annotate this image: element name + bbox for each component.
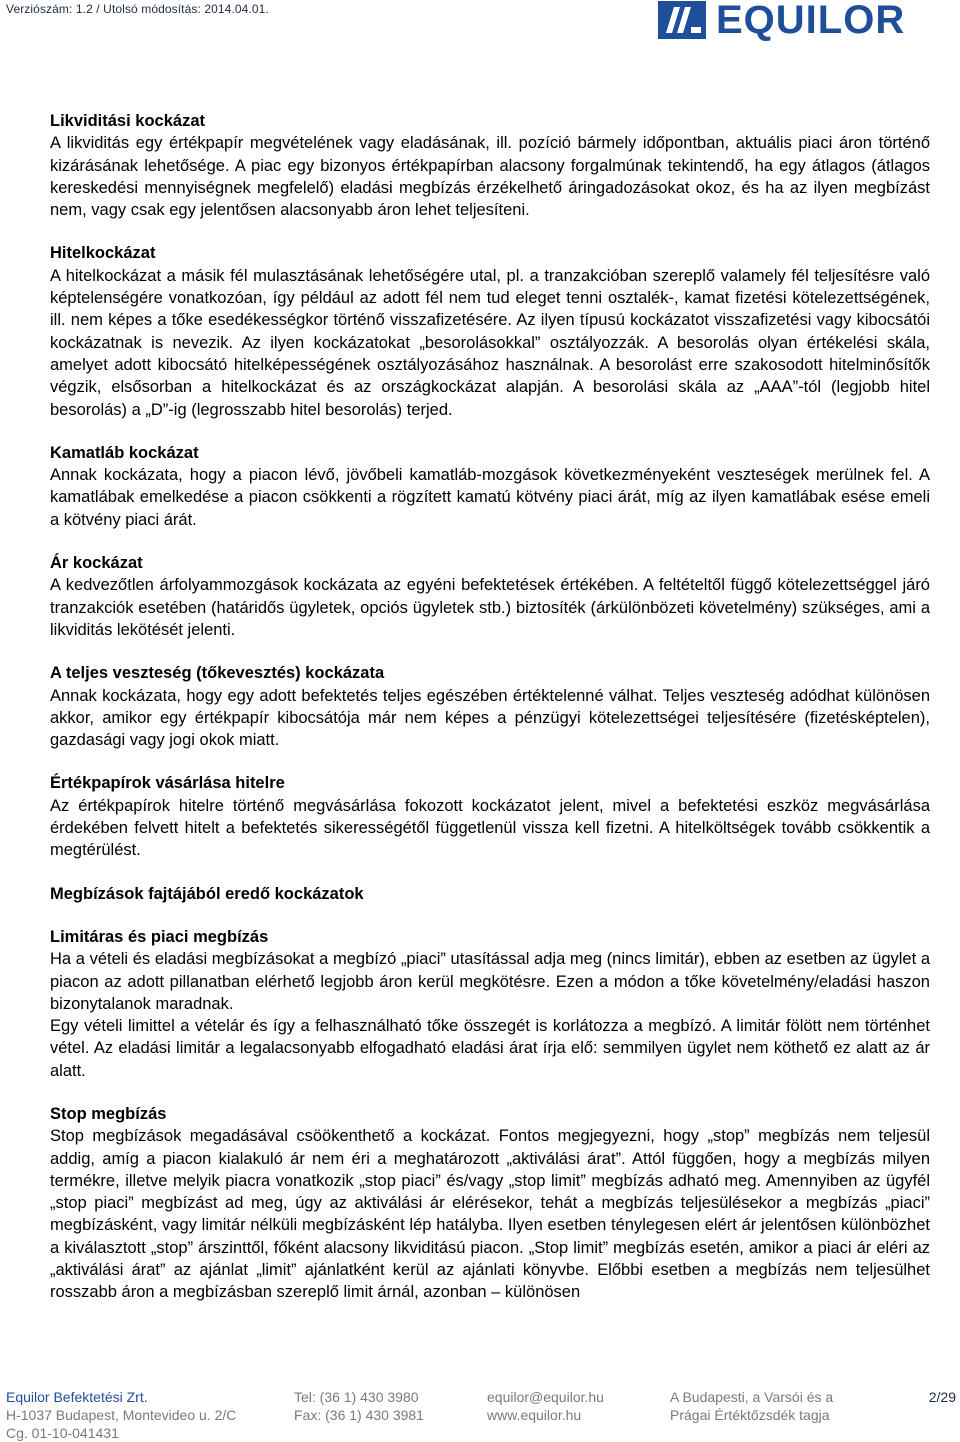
section-heading: Hitelkockázat	[50, 244, 156, 263]
section-paragraph: Annak kockázata, hogy a piacon lévő, jövőbeli kamatláb-mozgások következményeként veszteségek merülnek fel. A kamatlábak emelkedése a piacon csökkenti a rögzített kamatú kötvény piaci árát, míg az ilyen kamatlábak esése emeli a kötvény piaci árát.	[50, 466, 930, 529]
section	[50, 662, 930, 751]
version-info: Verziószám: 1.2 / Utolsó módosítás: 2014.04.01.	[6, 2, 269, 16]
footer-company-col	[6, 1388, 236, 1442]
section-paragraph: A kedvezőtlen árfolyammozgások kockázata az egyéni befektetések értékében. A feltételtől függő kötelezettséggel járó tranzakciók esetében (határidős ügyletek, opciós ügyletek stb.) biztosíték (árkülönbözeti követelmény) szükséges, ami a likviditás lekötését jelenti.	[50, 576, 930, 639]
page-number: 2/29	[928, 1389, 956, 1405]
footer-fax: Fax: (36 1) 430 3981	[294, 1407, 424, 1423]
footer-email-link[interactable]: equilor@equilor.hu	[487, 1389, 604, 1405]
section	[50, 926, 930, 1082]
section	[50, 442, 930, 531]
section-heading: Megbízások fajtájából eredő kockázatok	[50, 884, 364, 903]
section-paragraph: A hitelkockázat a másik fél mulasztásának lehetőségére utal, pl. a tranzakcióban szereplő valamely fél teljesítésre való képtelenségére vonatkozóan, így például az adott fél nem tud eleget tenni osztalék-, kamat fizetési kötelezettségének, ill. nem képes a tőke esedékességkor történő visszafizetésére. Az ilyen típusú kockázatot visszafizetési vagy kibocsátói kockázatnak is nevezik. Az ilyen kockázatokat „besorolásokkal” osztályozzák. A besorolás olyan értékelési skála, amelyet adott kibocsátó hitelképességének osztályozásához használnak. A besorolást erre szakosodott hitelminősítők végzik, elsősorban a hitelkockázat és az országkockázat alapján. A besorolási skála az „AAA”-tól (legjobb hitel besorolás) a „D”-ig (legrosszabb hitel besorolás) terjed.	[50, 266, 930, 419]
footer-web-link[interactable]: www.equilor.hu	[487, 1407, 582, 1423]
footer-address: H-1037 Budapest, Montevideo u. 2/C	[6, 1407, 237, 1423]
section-heading: Likviditási kockázat	[50, 112, 205, 130]
section	[50, 1103, 930, 1304]
section-heading: Stop megbízás	[50, 1104, 167, 1123]
section-heading: Limitáras és piaci megbízás	[50, 927, 269, 946]
page-header	[0, 0, 960, 46]
logo-text: EQUILOR	[716, 0, 906, 42]
section-paragraph: Az értékpapírok hitelre történő megvásárlása fokozott kockázatot jelent, mivel a befektetési eszköz megvásárlása érdekében felvett hitelt a befektetés sikerességétől függetlenül vissza kell fizetni. A hitelköltségek tovább csökkentik a megtérülést.	[50, 796, 930, 860]
footer-phone-col	[294, 1388, 424, 1424]
section-heading: Értékpapírok vásárlása hitelre	[50, 774, 285, 793]
section	[50, 242, 930, 420]
footer-tel: Tel: (36 1) 430 3980	[294, 1389, 419, 1405]
footer-registration: Cg. 01-10-041431	[6, 1425, 119, 1441]
equilor-logo-icon	[658, 1, 706, 39]
section-heading: Ár kockázat	[50, 554, 143, 573]
section-paragraph: Stop megbízások megadásával csöökenthető a kockázat. Fontos megjegyezni, hogy „stop” megbízás nem teljesül addig, amíg a piacon kialakuló ár nem éri a meghatározott „aktiválási árat”. Attól függően, hogy a megbízás milyen termékre, illetve melyik piacra vonatkozik „stop piaci” és/vagy „stop limit” megbízás adható meg. Amennyiben az ügyfél „stop piaci” megbízást ad meg, úgy az aktiválási ár elérésekor, tehát a megbízás teljesülésekor a megbízás „piaci” megbízásként, vagy limitár nélküli megbízásként lép hatályba. Ilyen esetben ténylegesen elért ár jelentősen különbözhet a kiválasztott „stop” árszinttől, főként alacsony likviditású piacon. „Stop limit” megbízás esetén, amikor a piaci ár eléri az „aktiválási árat” az ajánlat „limit” ajánlatként kerül az ajánlati könyvbe. Előbbi esetben a megbízás nem teljesülhet rosszabb áron a megbízásban szereplő limit árnál, azonban – különösen	[50, 1127, 930, 1302]
page-footer	[0, 1388, 960, 1442]
footer-membership-1: A Budapesti, a Varsói és a	[670, 1389, 834, 1405]
section-paragraph: A likviditás egy értékpapír megvételének vagy eladásának, ill. pozíció bármely időpontban, aktuális piaci áron történő kizárásának lehetősége. A piac egy bizonyos értékpapírban alacsony forgalmúnak tekintendő, ha egy átlagos (átlagos kereskedési mennyiségnek megfelelő) eladási megbízás érzékelhető áringadozásokat okoz, és ha az ilyen megbízást nem, vagy csak egy jelentősen alacsonyabb áron lehet teljesíteni.	[50, 134, 930, 220]
document-body	[50, 110, 930, 1325]
section-heading: A teljes veszteség (tőkevesztés) kockázata	[50, 664, 385, 683]
section-paragraph: Egy vételi limittel a vételár és így a felhasználható tőke összegét is korlátozza a megbízó. A limitár fölött nem történhet vétel. Az eladási limitár a legalacsonyabb elfogadható eladási árat írja elő: semmilyen ügylet nem köthető ez alatt az ár alatt.	[50, 1017, 930, 1080]
section-heading: Kamatláb kockázat	[50, 443, 199, 462]
section	[50, 110, 930, 221]
section	[50, 772, 930, 861]
section	[50, 552, 930, 641]
footer-membership-2: Prágai Értéktőzsdék tagja	[670, 1407, 830, 1423]
section-paragraph: Annak kockázata, hogy egy adott befektetés teljes egészében értéktelenné válhat. Teljes veszteség adódhat különösen akkor, amikor egy értékpapír kibocsátója már nem képes a pénzügyi kötelezettségei teljesítésére (fizetésképtelen), gazdasági vagy jogi okok miatt.	[50, 686, 930, 750]
section-paragraph: Ha a vételi és eladási megbízásokat a megbízó „piaci” utasítással adja meg (nincs limitár), ebben az esetben az ügylet a piacon az adott pillanatban elérhető legjobb áron kerül megkötésre. Ezen a módon a tőke követelmény/eladási haszon bizonytalanok maradnak.	[50, 950, 930, 1013]
equilor-logo	[658, 0, 928, 40]
footer-company: Equilor Befektetési Zrt.	[6, 1389, 148, 1405]
footer-contact-col	[487, 1388, 604, 1424]
section	[50, 883, 930, 905]
footer-membership-col	[670, 1388, 833, 1424]
